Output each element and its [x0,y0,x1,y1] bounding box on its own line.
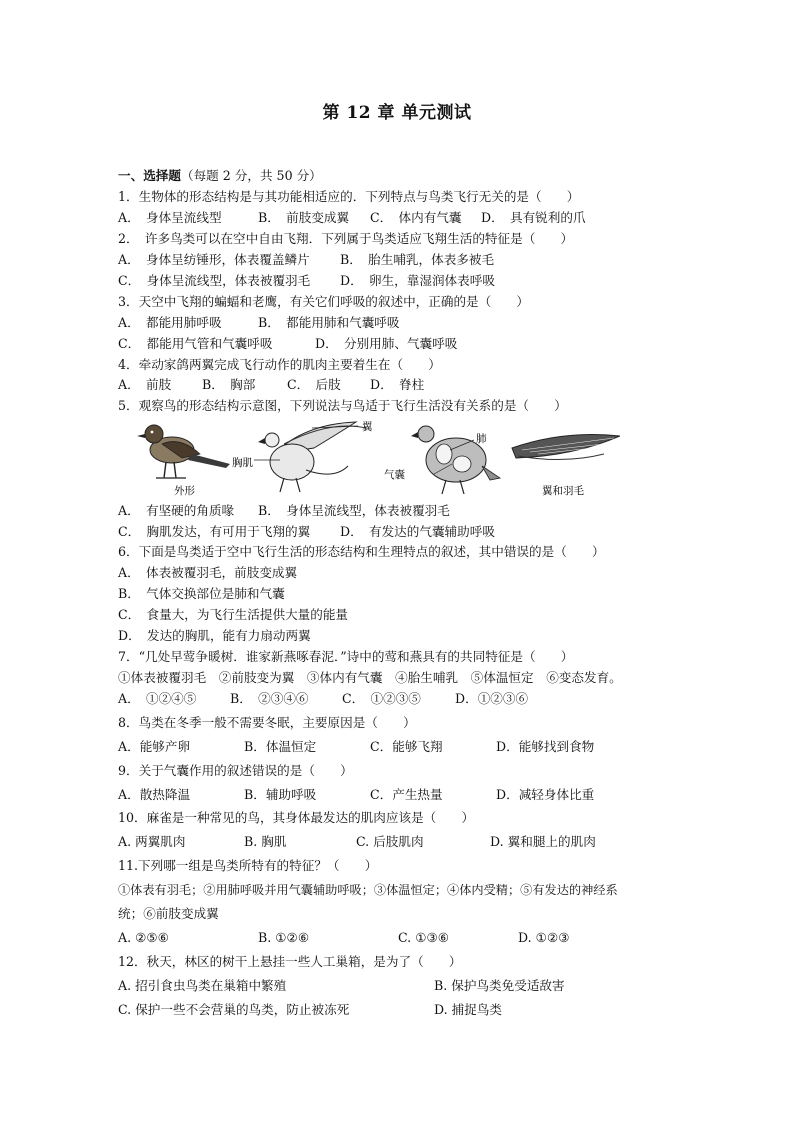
option-d: D．①②③⑥ [455,691,529,706]
figure-label-airsac: 气囊 [384,469,405,481]
option-d: D. 捕捉鸟类 [434,1002,503,1017]
option-c: C． 体内有气囊 [370,210,462,225]
bird-structure-figure [134,414,620,500]
option-b: B. ①②⑥ [258,930,310,945]
question-stem: 10．麻雀是一种常见的鸟，其身体最发达的肌肉应该是（ ） [118,810,475,825]
question-stem: 11.下列哪一组是鸟类所特有的特征？（ ） [118,858,378,873]
pigeon-respiratory-illustration [411,426,500,494]
option-a: A． 身体呈流线型 [118,210,222,225]
option-a: A． 有坚硬的角质喙 [118,503,235,518]
option-d: D． 发达的胸肌，能有力扇动两翼 [118,628,311,643]
option-a: A. ②⑤⑥ [118,930,169,945]
option-d: D．能够找到食物 [496,739,595,754]
option-b: B． 都能用肺和气囊呼吸 [258,315,400,330]
option-c: C． 胸肌发达，有可用于飞翔的翼 [118,524,311,539]
question-stem: 6．下面是鸟类适于空中飞行生活的形态结构和生理特点的叙述，其中错误的是（ ） [118,544,605,559]
option-c: C. 保护一些不会营巢的鸟类，防止被冻死 [118,1002,350,1017]
option-c: C．产生热量 [370,787,443,802]
section-points: （每题 2 分，共 50 分） [180,168,322,183]
option-b: B． 气体交换部位是肺和气囊 [118,586,285,601]
question-stem: 7．“几处早莺争暖树．谁家新燕啄春泥．”诗中的莺和燕具有的共同特征是（ ） [118,649,574,664]
figure-label-muscle: 胸肌 [232,457,253,469]
option-b: B. 胸肌 [244,834,287,849]
question-stem: 2． 许多鸟类可以在空中自由飞翔．下列属于鸟类适应飞翔生活的特征是（ ） [118,231,574,246]
option-a: A． 前肢 [118,377,172,392]
figure-label-wing: 翼 [362,421,373,433]
option-a: A． 都能用肺呼吸 [118,315,222,330]
option-b: B． 胎生哺乳，体表多被毛 [340,252,495,267]
bird-skeleton-illustration [254,422,366,492]
option-a: A．能够产卵 [118,739,191,754]
option-b: B．体温恒定 [244,739,317,754]
option-c: C． 都能用气管和气囊呼吸 [118,336,273,351]
sparrow-illustration [137,425,230,478]
option-b: B． 胸部 [202,377,256,392]
question-stem: 5．观察鸟的形态结构示意图，下列说法与鸟适于飞行生活没有关系的是（ ） [118,398,567,413]
question-features: ①体表有羽毛；②用肺呼吸并用气囊辅助呼吸；③体温恒定；④体内受精；⑤有发达的神经系 [118,883,618,897]
question-features-continued: 统；⑥前肢变成翼 [118,906,219,921]
option-d: D． 具有锐利的爪 [481,210,586,225]
section-label: 一、选择题 [118,168,181,183]
option-a: A. 两翼肌肉 [118,834,186,849]
figure-label-outer: 外形 [174,485,195,497]
option-a: A. 招引食虫鸟类在巢箱中繁殖 [118,978,287,993]
option-d: D． 分别用肺、气囊呼吸 [315,336,458,351]
option-b: B．辅助呼吸 [244,787,317,802]
question-stem: 9．关于气囊作用的叙述错误的是（ ） [118,763,353,778]
option-b: B． ②③④⑥ [230,691,309,706]
option-b: B． 前肢变成翼 [258,210,350,225]
option-c: C． 后肢 [287,377,341,392]
question-features: ①体表被覆羽毛 ②前肢变为翼 ③体内有气囊 ④胎生哺乳 ⑤体温恒定 ⑥变态发育。 [118,670,622,685]
option-c: C． 身体呈流线型，体表被覆羽毛 [118,273,311,288]
figure-label-feather: 翼和羽毛 [542,485,584,497]
option-c: C． 食量大，为飞行生活提供大量的能量 [118,607,349,622]
option-c: C. 后肢肌肉 [356,834,424,849]
section-heading [118,167,322,185]
wing-feather-illustration [512,435,620,460]
option-d: D． 脊柱 [370,377,425,392]
option-a: A．散热降温 [118,787,191,802]
option-c: C. ①③⑥ [398,930,450,945]
page-title: 第 12 章 单元测试 [322,103,472,123]
figure-label-lung: 肺 [476,433,487,445]
option-d: D. 翼和腿上的肌肉 [490,834,596,849]
option-d: D．减轻身体比重 [496,787,595,802]
option-c: C．能够飞翔 [370,739,443,754]
option-a: A． 身体呈纺锤形，体表覆盖鳞片 [118,252,310,267]
option-d: D． 卵生，靠湿润体表呼吸 [340,273,495,288]
question-stem: 8．鸟类在冬季一般不需要冬眠，主要原因是（ ） [118,715,416,730]
option-b: B. 保护鸟类免受适敌害 [434,978,565,993]
option-a: A． ①②④⑤ [118,691,197,706]
option-d: D. ①②③ [518,930,570,945]
option-a: A． 体表被覆羽毛，前肢变成翼 [118,565,298,580]
question-stem: 1．生物体的形态结构是与其功能相适应的．下列特点与鸟类飞行无关的是（ ） [118,189,580,204]
option-c: C． ①②③⑤ [342,691,421,706]
option-b: B． 身体呈流线型，体表被覆羽毛 [258,503,450,518]
question-stem: 3．天空中飞翔的蝙蝠和老鹰，有关它们呼吸的叙述中，正确的是（ ） [118,294,530,309]
option-d: D． 有发达的气囊辅助呼吸 [340,524,495,539]
question-stem: 12．秋天，林区的树干上悬挂一些人工巢箱，是为了（ ） [118,954,462,969]
question-stem: 4．牵动家鸽两翼完成飞行动作的肌肉主要着生在（ ） [118,357,441,372]
